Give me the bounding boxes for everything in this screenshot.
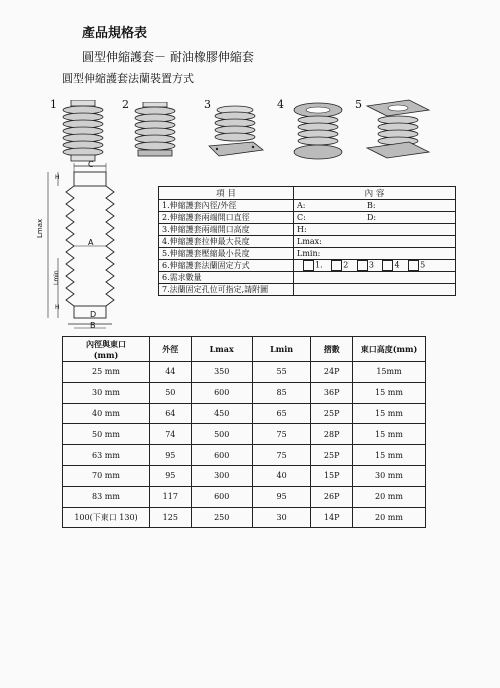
checkbox[interactable] [382, 260, 393, 271]
spec-value[interactable]: H: [294, 224, 456, 236]
label-h-top: H [55, 174, 60, 181]
cell: 24P [311, 362, 353, 383]
section-heading: 圓型伸縮護套法蘭裝置方式 [62, 72, 194, 85]
spec-row [159, 236, 456, 248]
spec-item: 5.伸縮護套壓縮最小長度 [159, 248, 294, 260]
label-h-bottom: H [55, 304, 60, 311]
spec-item: 6.需求數量 [159, 272, 294, 284]
cell: 600 [191, 445, 252, 466]
cell: 30 mm [353, 465, 426, 486]
table-row [63, 382, 426, 403]
cell: 14P [311, 507, 353, 528]
cell: 85 [252, 382, 311, 403]
spec-row [159, 224, 456, 236]
cell: 15 mm [353, 382, 426, 403]
checkbox[interactable] [357, 260, 368, 271]
cell: 74 [150, 424, 192, 445]
checkbox-label: 4 [394, 260, 400, 270]
cell: 20 mm [353, 486, 426, 507]
spec-row [159, 200, 456, 212]
checkbox-label: 3 [368, 260, 374, 270]
figure-number-2: 2 [122, 98, 129, 111]
spec-value[interactable]: D: [367, 213, 377, 222]
bellows-figure-4 [288, 100, 348, 164]
cell: 40 mm [63, 403, 150, 424]
size-header-od: 外徑 [150, 337, 192, 362]
figure-number-5: 5 [355, 98, 362, 111]
table-row [63, 424, 426, 445]
spec-row [159, 284, 456, 296]
cell: 64 [150, 403, 192, 424]
spec-table [158, 186, 456, 296]
cell: 65 [252, 403, 311, 424]
spec-row [159, 248, 456, 260]
cell: 600 [191, 486, 252, 507]
cell: 75 [252, 424, 311, 445]
checkbox[interactable] [331, 260, 342, 271]
cell: 15mm [353, 362, 426, 383]
bellows-figure-2 [130, 102, 180, 160]
cell: 20 mm [353, 507, 426, 528]
cell: 100(下東口 130) [63, 507, 150, 528]
spec-item: 2.伸縮護套兩端開口直徑 [159, 212, 294, 224]
cell: 15 mm [353, 403, 426, 424]
size-table [62, 336, 426, 528]
cell: 25P [311, 403, 353, 424]
figure-number-1: 1 [50, 98, 57, 111]
spec-value[interactable]: A: [297, 201, 306, 210]
checkbox[interactable] [303, 260, 314, 271]
spec-item: 1.伸縮護套內徑/外徑 [159, 200, 294, 212]
checkbox-label: 2 [343, 260, 349, 270]
bellows-figure-1 [58, 100, 108, 162]
label-d: D [90, 310, 97, 319]
size-header-id: 內徑與東口 (mm) [63, 337, 150, 362]
checkbox-label: 1. [315, 260, 323, 270]
cell: 30 mm [63, 382, 150, 403]
spec-header-item: 項 目 [159, 187, 294, 200]
cell: 55 [252, 362, 311, 383]
spec-value[interactable]: Lmin: [294, 248, 456, 260]
cell: 50 [150, 382, 192, 403]
cell: 95 [150, 465, 192, 486]
spec-item: 4.伸縮護套拉伸最大長度 [159, 236, 294, 248]
table-row [63, 465, 426, 486]
checkbox-label: 5 [420, 260, 426, 270]
spec-item: 6.伸縮護套法蘭固定方式 [159, 260, 294, 272]
cell: 15 mm [353, 424, 426, 445]
spec-value[interactable]: Lmax: [294, 236, 456, 248]
bellows-figure-3 [205, 104, 265, 162]
cell: 15P [311, 465, 353, 486]
cell: 450 [191, 403, 252, 424]
size-header-lmax: Lmax [191, 337, 252, 362]
label-lmax: Lmax [36, 218, 44, 238]
cell: 600 [191, 382, 252, 403]
cell: 250 [191, 507, 252, 528]
table-row [63, 507, 426, 528]
cell: 95 [252, 486, 311, 507]
cell: 70 mm [63, 465, 150, 486]
cell: 83 mm [63, 486, 150, 507]
spec-value[interactable]: B: [367, 201, 376, 210]
cell: 50 mm [63, 424, 150, 445]
bellows-figure-5 [363, 98, 433, 164]
figure-number-3: 3 [204, 98, 211, 111]
spec-value[interactable]: C: [297, 213, 306, 222]
cell: 15 mm [353, 445, 426, 466]
cell: 75 [252, 445, 311, 466]
size-header-collar-height: 東口高度(mm) [353, 337, 426, 362]
table-row [63, 403, 426, 424]
label-b: B [90, 321, 96, 330]
label-a: A [88, 238, 94, 247]
cell: 300 [191, 465, 252, 486]
cell: 30 [252, 507, 311, 528]
cell: 44 [150, 362, 192, 383]
cell: 28P [311, 424, 353, 445]
cell: 25 mm [63, 362, 150, 383]
spec-value[interactable] [294, 284, 456, 296]
page-subtitle: 圓型伸縮護套－ 耐油橡膠伸縮套 [82, 50, 254, 64]
cell: 63 mm [63, 445, 150, 466]
size-header-lmin: Lmin [252, 337, 311, 362]
cell: 117 [150, 486, 192, 507]
spec-item: 7.法蘭固定孔位可指定,請附圖 [159, 284, 294, 296]
cell: 25P [311, 445, 353, 466]
cell: 36P [311, 382, 353, 403]
size-header-folds: 摺數 [311, 337, 353, 362]
cell: 40 [252, 465, 311, 486]
checkbox[interactable] [408, 260, 419, 271]
label-c: C [88, 160, 94, 169]
table-row [63, 362, 426, 383]
label-lmin: Lmin [53, 270, 60, 285]
cell: 500 [191, 424, 252, 445]
cell: 26P [311, 486, 353, 507]
spec-value[interactable] [294, 272, 456, 284]
cell: 350 [191, 362, 252, 383]
spec-row [159, 212, 456, 224]
cell: 95 [150, 445, 192, 466]
spec-row [159, 260, 456, 272]
page-title: 產品規格表 [82, 26, 148, 41]
cell: 125 [150, 507, 192, 528]
spec-row [159, 272, 456, 284]
spec-item: 3.伸縮護套兩端開口高度 [159, 224, 294, 236]
spec-header-content: 內 容 [294, 187, 456, 200]
table-row [63, 445, 426, 466]
figure-number-4: 4 [277, 98, 284, 111]
table-row [63, 486, 426, 507]
